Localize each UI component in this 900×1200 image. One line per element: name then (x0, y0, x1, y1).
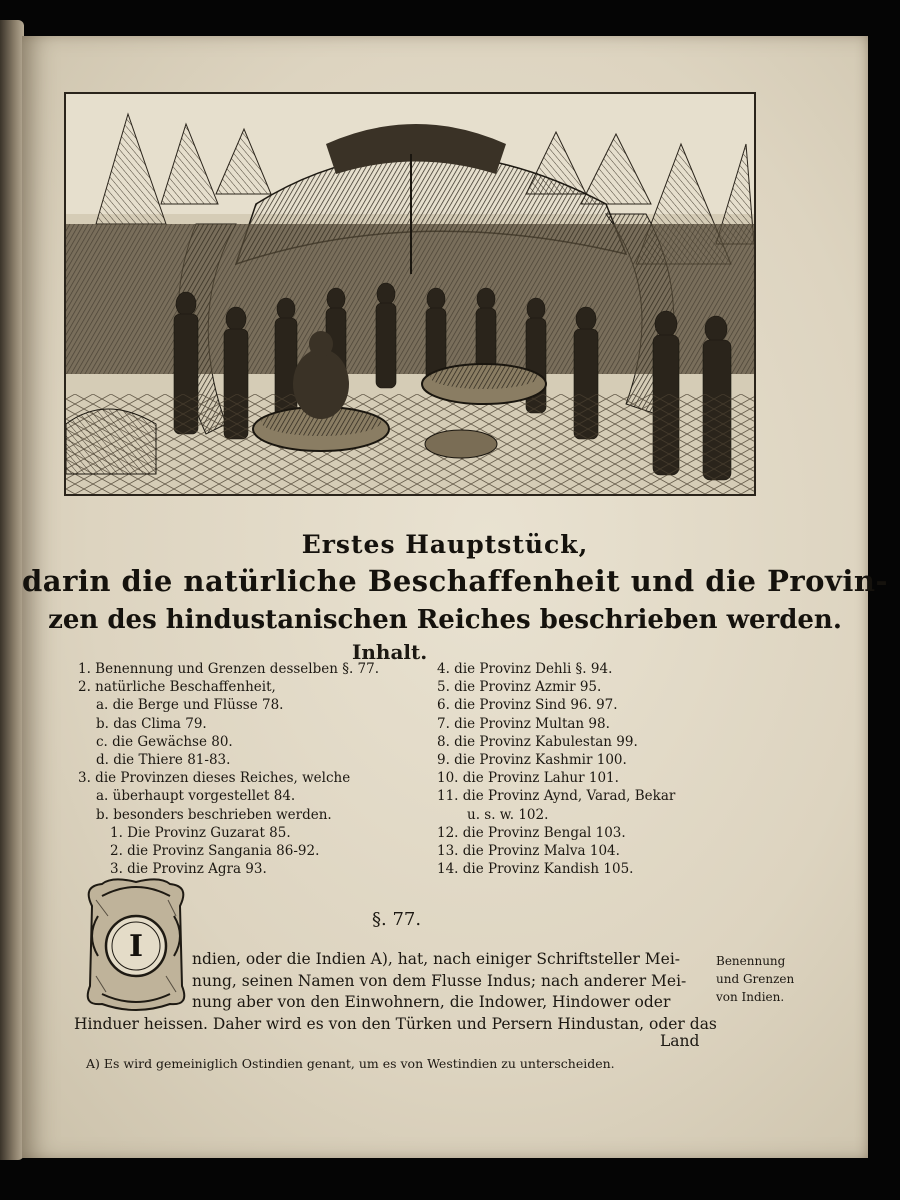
margin-note-line: Benennung (716, 954, 786, 968)
body-line: nung, seinen Namen von dem Flusse Indus; nach anderer Mei- (192, 972, 687, 990)
contents-item: 1. Benennung und Grenzen desselben §. 77. (78, 661, 380, 677)
engraving-tent-scene-image (66, 94, 754, 494)
chapter-subtitle-line-1: darin die natürliche Beschaffenheit und die Provin- (22, 564, 888, 598)
contents-list-right (437, 660, 757, 878)
book-page (22, 36, 888, 1158)
engraving-illustration (64, 92, 756, 496)
contents-item: 12. die Provinz Bengal 103. (437, 824, 626, 841)
contents-item: 2. die Provinz Sangania 86-92. (110, 843, 320, 860)
contents-item: 11. die Provinz Aynd, Varad, Bekar (437, 788, 676, 805)
contents-item: 3. die Provinz Agra 93. (110, 861, 267, 878)
contents-item: 5. die Provinz Azmir 95. (437, 679, 602, 696)
body-line: Hinduer heissen. Daher wird es von den Türken und Persern Hindustan, oder das (74, 1015, 717, 1033)
contents-list-left (78, 660, 428, 878)
contents-item: b. das Clima 79. (96, 715, 207, 732)
catchword: Land (660, 1032, 700, 1050)
initial-letter: I (128, 929, 144, 964)
margin-note-line: und Grenzen (716, 972, 795, 986)
contents-item: 14. die Provinz Kandish 105. (437, 861, 634, 878)
contents-item: 1. Die Provinz Guzarat 85. (110, 824, 291, 841)
contents-item: a. überhaupt vorgestellet 84. (96, 788, 296, 805)
contents-label: Inhalt. (352, 640, 428, 664)
margin-note-line: von Indien. (716, 990, 785, 1004)
body-line: ndien, oder die Indien A), hat, nach einiger Schriftsteller Mei- (192, 950, 681, 968)
footnote: A) Es wird gemeiniglich Ostindien genant, um es von Westindien zu unterscheiden. (86, 1056, 615, 1071)
ornamental-initial-letter (82, 876, 190, 1012)
section-number: §. 77. (372, 909, 422, 930)
contents-item: b. besonders beschrieben werden. (96, 806, 332, 823)
chapter-title: Erstes Hauptstück, (301, 530, 589, 559)
chapter-subtitle-line-2: zen des hindustanischen Reiches beschrieben werden. (48, 605, 842, 635)
contents-item: c. die Gewächse 80. (96, 733, 233, 750)
contents-item: d. die Thiere 81-83. (96, 752, 231, 769)
contents-item: 4. die Provinz Dehli §. 94. (437, 661, 613, 677)
contents-item: 8. die Provinz Kabulestan 99. (437, 733, 638, 750)
contents-item: u. s. w. 102. (467, 806, 549, 823)
contents-item: 9. die Provinz Kashmir 100. (437, 752, 627, 769)
contents-item: 3. die Provinzen dieses Reiches, welche (78, 770, 351, 787)
contents-item: 10. die Provinz Lahur 101. (437, 770, 619, 787)
contents-item: 7. die Provinz Multan 98. (437, 715, 610, 732)
body-line: nung aber von den Einwohnern, die Indower, Hindower oder (192, 993, 671, 1011)
book-left-edge (0, 20, 24, 1160)
contents-item: a. die Berge und Flüsse 78. (96, 697, 284, 714)
ornament-icon (82, 876, 190, 1012)
contents-item: 2. natürliche Beschaffenheit, (78, 679, 276, 696)
contents-item: 13. die Provinz Malva 104. (437, 843, 620, 860)
contents-item: 6. die Provinz Sind 96. 97. (437, 697, 618, 714)
